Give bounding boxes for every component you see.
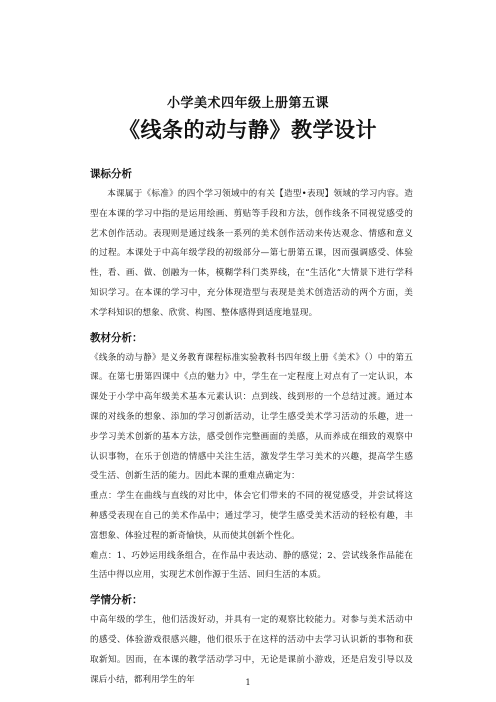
document-body (90, 160, 413, 690)
document-title: 《线条的动与静》教学设计 (119, 117, 377, 142)
document-subtitle: 小学美术四年级上册第五课 (166, 96, 329, 111)
paragraph-curriculum: 本课属于《标准》的四个学习领域中的有关【造型•表现】领域的学习内容。造型在本课的学习中指的是运用绘画、剪贴等手段和方法，创作线条不同视觉感受的艺术创作活动。表现则是通过线条一系列的美术创作活动来传达观念、情感和意义的过程。本课处于中高年级学段的初级部分—第七册第五课，因而强调感受、体验性，看、画、做、创融为一体，模糊学科门类界线，在“生活化”大情景下进行学科知识学习。在本课的学习中，充分体现造型与表现是美术创造活动的两个方面，美术学科知识的想象、欣赏、构图、整体感得到适度地显现。 (90, 189, 413, 318)
section-heading-curriculum: 课标分析 (90, 168, 132, 180)
section-heading-students: 学情分析： (90, 594, 143, 607)
paragraph-students: 中高年级的学生，他们活泼好动，并具有一定的观察比较能力。对参与美术活动中的感受、体验游戏很感兴趣，他们很乐于在这样的活动中去学习认识新的事物和获取新知。因而，在本课的教学活动学习中，无论是课前小游戏，还是启发引导以及课后小结，都利用学生的年 (90, 615, 413, 685)
page-number: 1 (245, 678, 251, 687)
paragraph-textbook: 《线条的动与静》是义务教育课程标准实验教科书四年级上册《美术》（）中的第五课。在第七册第四课中《点的魅力》中，学生在一定程度上对点有了一定认识，本课处于小学中高年级美术基本元素认识：点到线、线到形的一个总结过渡。通过本课的对线条的想象、添加的学习创新活动，让学生感受美术学习活动的乐趣，进一步学习美术创新的基本方法，感受创作完整画面的美感，从而养成在细致的观察中认识事物，在乐于创造的情感中关注生活，激发学生学习美术的兴趣，提高学生感受生活、创新生活的能力。因此本课的重难点确定为： (90, 352, 413, 482)
section-heading-textbook: 教材分析： (90, 331, 143, 344)
paragraph-key-points: 重点：学生在曲线与直线的对比中，体会它们带来的不同的视觉感受，并尝试将这种感受表现在自己的美术作品中；通过学习，使学生感受美术活动的轻松有趣，丰富想象、体验过程的新奇愉快，从而使其创新个性化。 (90, 491, 413, 541)
paragraph-difficulties: 难点：1、巧妙运用线条组合，在作品中表达动、静的感觉；2、尝试线条作品能在生活中得以应用，实现艺术创作源于生活、回归生活的本质。 (90, 550, 413, 581)
